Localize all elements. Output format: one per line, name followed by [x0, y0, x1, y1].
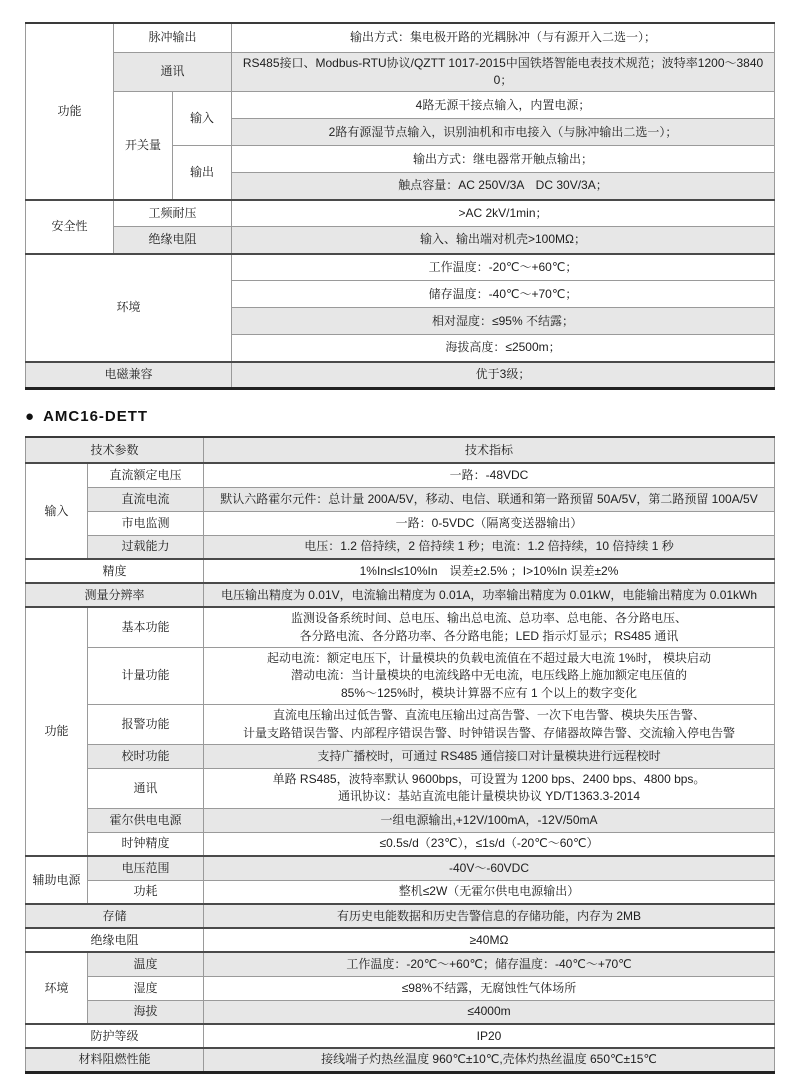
comm-2-line-2: 通讯协议：基站直流电能计量模块协议 YD/T1363.3-2014 — [337, 789, 641, 804]
cell-power-consumption-value: 整机≤2W（无霍尔供电电源输出） — [204, 880, 775, 904]
alarm-func-line-1: 直流电压输出过低告警、直流电压输出过高告警、一次下电告警、模块失压告警、 — [273, 708, 706, 723]
cell-comm-value: RS485接口、Modbus-RTU协议/QZTT 1017-2015中国铁塔智能电表技术规范；波特率1200～38400； — [232, 52, 775, 92]
cell-withstand-voltage-value: >AC 2kV/1min； — [232, 200, 775, 227]
cell-humidity-value: ≤98%不结露，无腐蚀性气体场所 — [204, 976, 775, 1000]
cell-insulation-resistance-value: 输入、输出端对机壳>100MΩ； — [232, 227, 775, 254]
cell-pulse-output-value: 输出方式：集电极开路的光耦脉冲（与有源开入二选一）； — [232, 23, 775, 52]
row-label-emc: 电磁兼容 — [26, 362, 232, 389]
cell-switch-output-value-1: 输出方式：继电器常开触点输出； — [232, 146, 775, 173]
row-label-mains-monitor: 市电监测 — [88, 511, 204, 535]
cell-metering-func-value — [204, 648, 775, 705]
group-label-function: 功能 — [26, 23, 114, 200]
row-label-storage: 存储 — [26, 904, 204, 928]
row-label-insulation-resistance: 绝缘电阻 — [114, 227, 232, 254]
row-label-voltage-range: 电压范围 — [88, 856, 204, 880]
cell-env-altitude: 海拔高度：≤2500m； — [232, 335, 775, 362]
row-label-insulation-2: 绝缘电阻 — [26, 928, 204, 952]
row-label-comm: 通讯 — [114, 52, 232, 92]
row-label-temperature: 温度 — [88, 952, 204, 976]
cell-overload-value: 电压：1.2 倍持续，2 倍持续 1 秒；电流：1.2 倍持续，10 倍持续 1 秒 — [204, 535, 775, 559]
cell-switch-output-value-2: 触点容量：AC 250V/3A DC 30V/3A； — [232, 173, 775, 200]
cell-switch-input-value-1: 4路无源干接点输入，内置电源； — [232, 92, 775, 119]
col-header-tech-spec: 技术指标 — [204, 437, 775, 463]
basic-func-line-1: 监测设备系统时间、总电压、输出总电流、总功率、总电能、各分路电压、 — [291, 611, 688, 626]
cell-dc-voltage-value: 一路：-48VDC — [204, 463, 775, 487]
row-label-accuracy: 精度 — [26, 559, 204, 583]
group-label-function-2: 功能 — [26, 607, 88, 856]
row-label-hall-power: 霍尔供电电源 — [88, 808, 204, 832]
cell-resolution-value: 电压输出精度为 0.01V，电流输出精度为 0.01A，功率输出精度为 0.01kW，电能输出精度为 0.01kWh — [204, 583, 775, 607]
section-header — [25, 406, 775, 426]
col-header-tech-param: 技术参数 — [26, 437, 204, 463]
group-label-input: 输入 — [26, 463, 88, 559]
cell-voltage-range-value: -40V～-60VDC — [204, 856, 775, 880]
row-label-humidity: 湿度 — [88, 976, 204, 1000]
cell-hall-power-value: 一组电源输出,+12V/100mA，-12V/50mA — [204, 808, 775, 832]
row-label-withstand-voltage: 工频耐压 — [114, 200, 232, 227]
group-label-aux-power: 辅助电源 — [26, 856, 88, 904]
row-label-time-sync: 校时功能 — [88, 745, 204, 769]
cell-insulation-2-value: ≥40MΩ — [204, 928, 775, 952]
group-label-environment: 环境 — [26, 254, 232, 362]
comm-2-line-1: 单路 RS485，波特率默认 9600bps，可设置为 1200 bps、2400 bps、4800 bps。 — [272, 772, 706, 787]
cell-mains-monitor-value: 一路：0-5VDC（隔离变送器输出） — [204, 511, 775, 535]
cell-basic-func-value — [204, 607, 775, 647]
cell-flame-retardant-value: 接线端子灼热丝温度 960℃±10℃,壳体灼热丝温度 650℃±15℃ — [204, 1048, 775, 1072]
row-label-comm-2: 通讯 — [88, 769, 204, 809]
cell-env-working-temp: 工作温度：-20℃～+60℃； — [232, 254, 775, 281]
row-label-switch-group: 开关量 — [114, 92, 173, 200]
cell-env-humidity: 相对湿度：≤95% 不结露； — [232, 308, 775, 335]
cell-storage-value: 有历史电能数据和历史告警信息的存储功能，内存为 2MB — [204, 904, 775, 928]
cell-protection-value: IP20 — [204, 1024, 775, 1048]
row-label-altitude: 海拔 — [88, 1000, 204, 1024]
cell-alarm-func-value — [204, 705, 775, 745]
row-label-overload: 过载能力 — [88, 535, 204, 559]
metering-func-line-1: 起动电流：额定电压下，计量模块的负载电流值在不超过最大电流 1%时， 模块启动 — [267, 651, 712, 666]
group-label-safety: 安全性 — [26, 200, 114, 254]
metering-func-line-2: 潜动电流：当计量模块的电流线路中无电流，电压线路上施加额定电压值的 — [291, 668, 688, 683]
section-title: AMC16-DETT — [43, 407, 149, 425]
cell-switch-input-value-2: 2路有源湿节点输入，识别油机和市电接入（与脉冲输出二选一）； — [232, 119, 775, 146]
alarm-func-line-2: 计量支路错误告警、内部程序错误告警、时钟错误告警、存储器故障告警、交流输入停电告警 — [243, 725, 736, 740]
row-label-dc-current: 直流电流 — [88, 487, 204, 511]
cell-clock-accuracy-value: ≤0.5s/d（23℃），≤1s/d（-20℃～60℃） — [204, 832, 775, 856]
cell-dc-current-value: 默认六路霍尔元件：总计量 200A/5V，移动、电信、联通和第一路预留 50A/5V，第二路预留 100A/5V — [204, 487, 775, 511]
row-label-alarm-func: 报警功能 — [88, 705, 204, 745]
spec-table-top — [25, 22, 775, 390]
row-label-power-consumption: 功耗 — [88, 880, 204, 904]
row-label-basic-func: 基本功能 — [88, 607, 204, 647]
row-label-dc-voltage: 直流额定电压 — [88, 463, 204, 487]
group-label-environment-2: 环境 — [26, 952, 88, 1024]
row-label-pulse-output: 脉冲输出 — [114, 23, 232, 52]
row-label-switch-input: 输入 — [173, 92, 232, 146]
bullet-icon: ● — [25, 407, 35, 425]
row-label-protection: 防护等级 — [26, 1024, 204, 1048]
row-label-switch-output: 输出 — [173, 146, 232, 200]
row-label-flame-retardant: 材料阻燃性能 — [26, 1048, 204, 1072]
cell-accuracy-value: 1%In≤I≤10%In 误差±2.5% ；I>10%In 误差±2% — [204, 559, 775, 583]
row-label-clock-accuracy: 时钟精度 — [88, 832, 204, 856]
cell-time-sync-value: 支持广播校时，可通过 RS485 通信接口对计量模块进行远程校时 — [204, 745, 775, 769]
row-label-resolution: 测量分辨率 — [26, 583, 204, 607]
cell-env-storage-temp: 储存温度：-40℃～+70℃； — [232, 281, 775, 308]
spec-table-amc16-dett — [25, 436, 775, 1074]
cell-temperature-value: 工作温度：-20℃～+60℃；储存温度：-40℃～+70℃ — [204, 952, 775, 976]
cell-emc-value: 优于3级； — [232, 362, 775, 389]
cell-comm-2-value — [204, 769, 775, 809]
cell-altitude-value: ≤4000m — [204, 1000, 775, 1024]
row-label-metering-func: 计量功能 — [88, 648, 204, 705]
basic-func-line-2: 各分路电流、各分路功率、各分路电能；LED 指示灯显示；RS485 通讯 — [299, 628, 679, 643]
metering-func-line-3: 85%～125%时，模块计算器不应有 1 个以上的数字变化 — [340, 685, 638, 700]
